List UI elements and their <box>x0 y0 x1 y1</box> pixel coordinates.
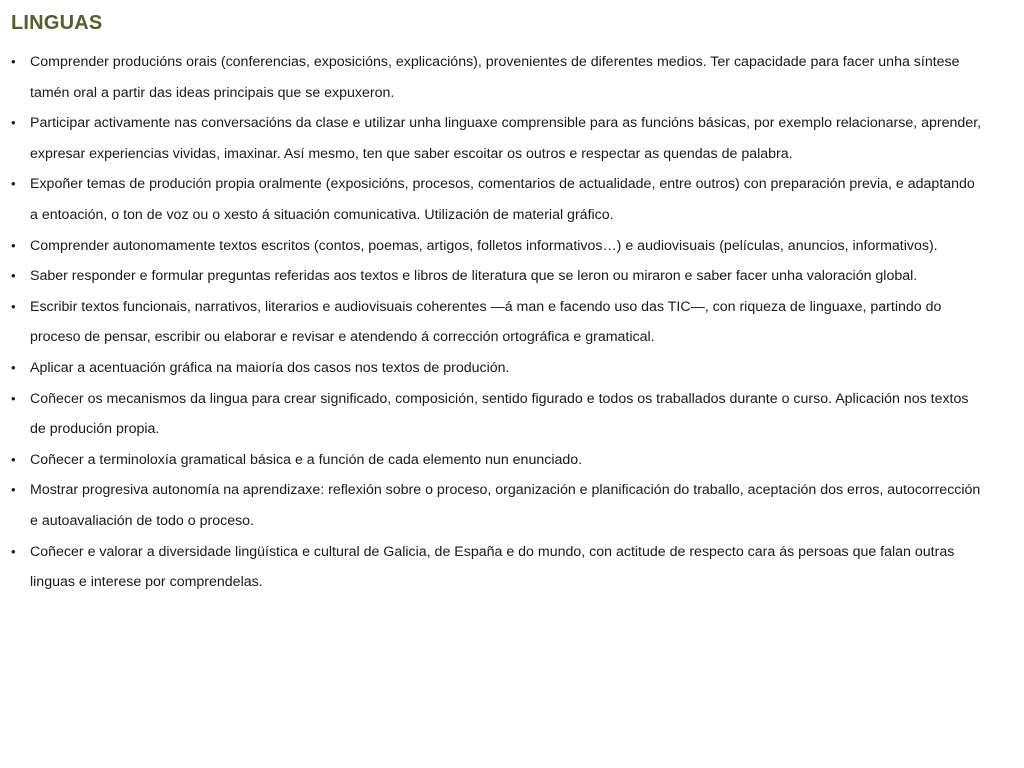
bullet-item <box>11 384 984 445</box>
bullet-dot-icon: • <box>11 268 16 284</box>
bullet-text: Coñecer a terminoloxía gramatical básica e a función de cada elemento nun enunciado. <box>30 451 583 468</box>
bullet-dot-icon: • <box>11 298 16 314</box>
bullet-dot-icon: • <box>11 543 16 559</box>
bullet-text: Comprender autonomamente textos escritos (contos, poemas, artigos, folletos informativos…) e audiovisuais (películas, anuncios, informativos). <box>30 237 938 254</box>
bullet-text: Participar activamente nas conversacións da clase e utilizar unha linguaxe comprensible para as funcións básicas, por exemplo relacionarse, aprender, expresar experiencias vividas, imaxinar. Así mesmo, ten que saber escoitar os outros e respectar as quendas de palabra. <box>30 115 982 162</box>
bullet-dot-icon: • <box>11 54 16 69</box>
bullet-dot-icon: • <box>11 451 16 467</box>
bullet-dot-icon: • <box>11 176 16 192</box>
bullet-item <box>11 169 984 230</box>
bullet-dot-icon: • <box>11 237 16 253</box>
bullet-item <box>11 537 984 598</box>
bullet-list <box>11 47 984 598</box>
bullet-dot-icon: • <box>11 359 16 375</box>
bullet-text: Aplicar a acentuación gráfica na maioría dos casos nos textos de produción. <box>30 359 510 376</box>
bullet-text: Mostrar progresiva autonomía na aprendizaxe: reflexión sobre o proceso, organización e planificación do traballo, aceptación dos erros, autocorrección e autoavaliación de todo o proceso. <box>30 482 981 529</box>
bullet-item <box>11 261 984 292</box>
bullet-text: Coñecer os mecanismos da lingua para crear significado, composición, sentido figurado e todos os traballados durante o curso. Aplicación nos textos de produción propia. <box>30 390 969 438</box>
bullet-dot-icon: • <box>11 482 16 498</box>
slide-title: LINGUAS <box>11 12 103 34</box>
bullet-text: Saber responder e formular preguntas referidas aos textos e libros de literatura que se leron ou miraron e saber facer unha valoración global. <box>30 268 918 285</box>
bullet-text: Expoñer temas de produción propia oralmente (exposicións, procesos, comentarios de actualidade, entre outros) con preparación previa, e adaptando a entoación, o ton de voz ou o xesto á situación comunicativa. Utilización de material gráfico. <box>30 176 975 223</box>
bullet-text: Comprender producións orais (conferencias, exposicións, explicacións), provenientes de diferentes medios. Ter capacidade para facer unha síntese tamén oral a partir das ideas principais que se expuxeron. <box>30 54 960 101</box>
bullet-dot-icon: • <box>11 390 16 406</box>
bullet-item <box>11 292 984 353</box>
bullet-item <box>11 47 984 108</box>
bullet-item <box>11 353 984 384</box>
bullet-item <box>11 108 984 169</box>
bullet-item <box>11 475 984 536</box>
bullet-item <box>11 231 984 262</box>
bullet-text: Escribir textos funcionais, narrativos, literarios e audiovisuais coherentes —á man e facendo uso das TIC—, con riqueza de linguaxe, partindo do proceso de pensar, escribir ou elaborar e revisar e atendendo á corrección ortográfica e gramatical. <box>30 298 942 346</box>
bullet-dot-icon: • <box>11 115 16 131</box>
bullet-item <box>11 445 984 476</box>
bullet-text: Coñecer e valorar a diversidade lingüística e cultural de Galicia, de España e do mundo, con actitude de respecto cara ás persoas que falan outras linguas e interese por comprendelas. <box>30 543 955 591</box>
